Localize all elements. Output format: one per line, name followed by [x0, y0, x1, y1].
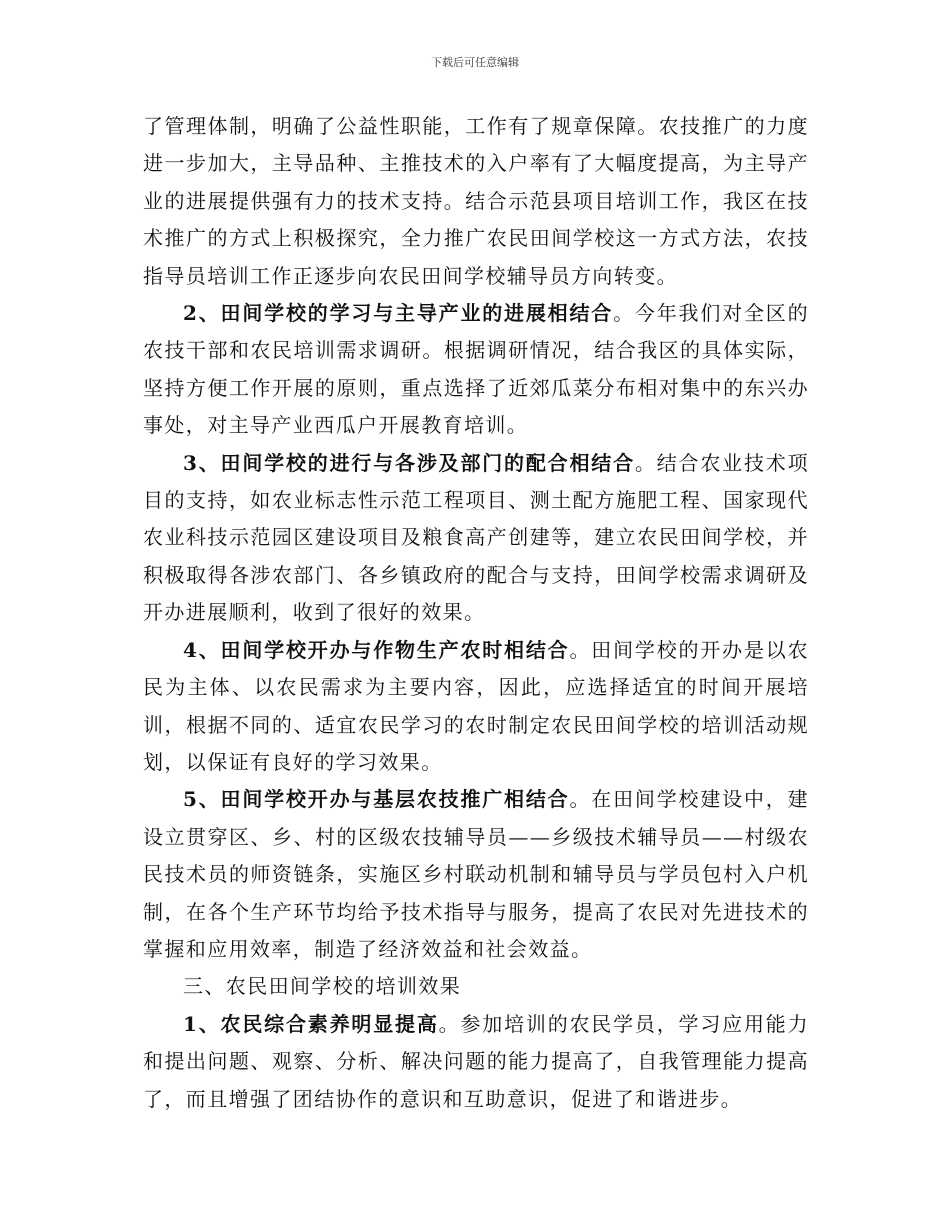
paragraph-point-4: [143, 632, 809, 782]
paragraph-lead: 3、田间学校的进行与各涉及部门的配合相结合: [183, 450, 635, 475]
page-header: 下载后可任意编辑: [431, 56, 519, 69]
paragraph-lead: 1、农民综合素养明显提高: [183, 1011, 439, 1036]
paragraph-text: 了管理体制，明确了公益性职能，工作有了规章保障。农技推广的力度进一步加大，主导品种、主推技术的入户率有了大幅度提高，为主导产业的进展提供强有力的技术支持。结合示范县项目培训工作，我区在技术推广的方式上积极探究，全力推广农民田间学校这一方式方法，农技指导员培训工作正逐步向农民田间学校辅导员方向转变。: [143, 114, 809, 288]
section-heading: 三、农民田间学校的培训效果: [183, 974, 462, 999]
document-body: [143, 108, 809, 1118]
paragraph-lead: 2、田间学校的学习与主导产业的进展相结合: [183, 301, 614, 326]
paragraph-point-5: [143, 781, 809, 968]
paragraph-lead: 5、田间学校开办与基层农技推广相结合: [183, 787, 570, 812]
paragraph-lead: 4、田间学校开办与作物生产农时相结合: [183, 637, 570, 662]
paragraph-point-3: [143, 445, 809, 632]
paragraph-point-2: [143, 295, 809, 445]
paragraph-continuation: [143, 108, 809, 295]
paragraph-text: 。在田间学校建设中，建设立贯穿区、乡、村的区级农技辅导员——乡级技术辅导员——村级农民技术员的师资链条，实施区乡村联动机制和辅导员与学员包村入户机制，在各个生产环节均给予技术指导与服务，提高了农民对先进技术的掌握和应用效率，制造了经济效益和社会效益。: [143, 787, 809, 961]
paragraph-text: 。参加培训的农民学员，学习应用能力和提出问题、观察、分析、解决问题的能力提高了，自我管理能力提高了，而且增强了团结协作的意识和互助意识，促进了和谐进步。: [143, 1011, 809, 1111]
paragraph-text: 。今年我们对全区的农技干部和农民培训需求调研。根据调研情况，结合我区的具体实际，坚持方便工作开展的原则，重点选择了近郊瓜菜分布相对集中的东兴办事处，对主导产业西瓜户开展教育培训。: [143, 301, 809, 438]
paragraph-result-1: [143, 1006, 809, 1118]
paragraph-text: 。田间学校的开办是以农民为主体、以农民需求为主要内容，因此，应选择适宜的时间开展培训，根据不同的、适宜农民学习的农时制定农民田间学校的培训活动规划，以保证有良好的学习效果。: [143, 637, 809, 774]
paragraph-text: 。结合农业技术项目的支持，如农业标志性示范工程项目、测土配方施肥工程、国家现代农业科技示范园区建设项目及粮食高产创建等，建立农民田间学校，并积极取得各涉农部门、各乡镇政府的配合与支持，田间学校需求调研及开办进展顺利，收到了很好的效果。: [143, 450, 809, 625]
